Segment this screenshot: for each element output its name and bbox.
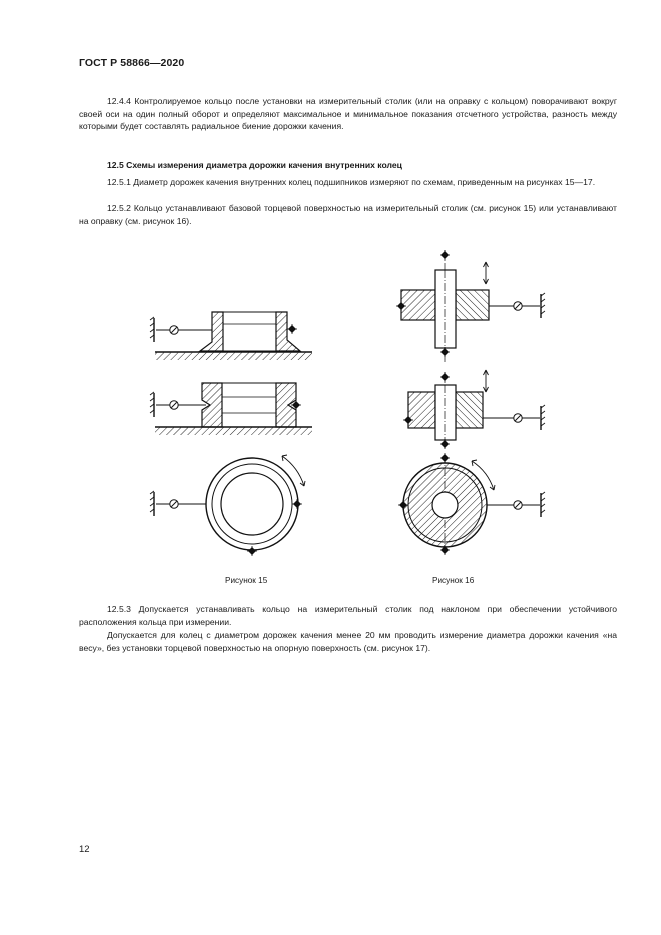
document-header: ГОСТ Р 58866—2020 <box>79 57 185 69</box>
figure-16-caption: Рисунок 16 <box>432 576 475 585</box>
fig16-side-view-2 <box>403 370 545 449</box>
fig15-plan-view <box>150 455 305 556</box>
fig16-side-view-1 <box>396 250 545 362</box>
figure-15-caption: Рисунок 15 <box>225 576 268 585</box>
paragraph-12-5-1: 12.5.1 Диаметр дорожек качения внутренних колец подшипников измеряют по схемам, приведенным на рисунках 15—17. <box>107 177 596 187</box>
fig16-plan-view <box>398 453 545 555</box>
paragraph-12-5-3: 12.5.3 Допускается устанавливать кольцо на измерительный столик под наклоном при обеспечении устойчивого расположения кольца при измерении. <box>79 604 617 627</box>
paragraph-12-4-4: 12.4.4 Контролируемое кольцо после установки на измерительный столик (или на оправку с кольцом) поворачивают вокруг своей оси на один полный оборот и определяют максимальное и минимальное показания отсчетного устройства, разность между которыми будет составлять радиальное биение дорожки качения. <box>79 96 617 132</box>
fig15-side-view-1 <box>150 312 312 360</box>
paragraph-small-rings: Допускается для колец с диаметром дорожек качения менее 20 мм проводить измерение диаметра дорожки качения «на весу», без установки торцевой поверхностью на опорную поверхность (см. рисунок 17). <box>79 630 617 653</box>
section-heading-12-5: 12.5 Схемы измерения диаметра дорожки качения внутренних колец <box>107 160 402 170</box>
paragraph-12-5-2: 12.5.2 Кольцо устанавливают базовой торцевой поверхностью на измерительный столик (см. рисунок 15) или устанавливают на оправку (см. рисунок 16). <box>79 203 617 226</box>
page-number: 12 <box>79 844 90 855</box>
fig15-side-view-2 <box>150 383 312 435</box>
